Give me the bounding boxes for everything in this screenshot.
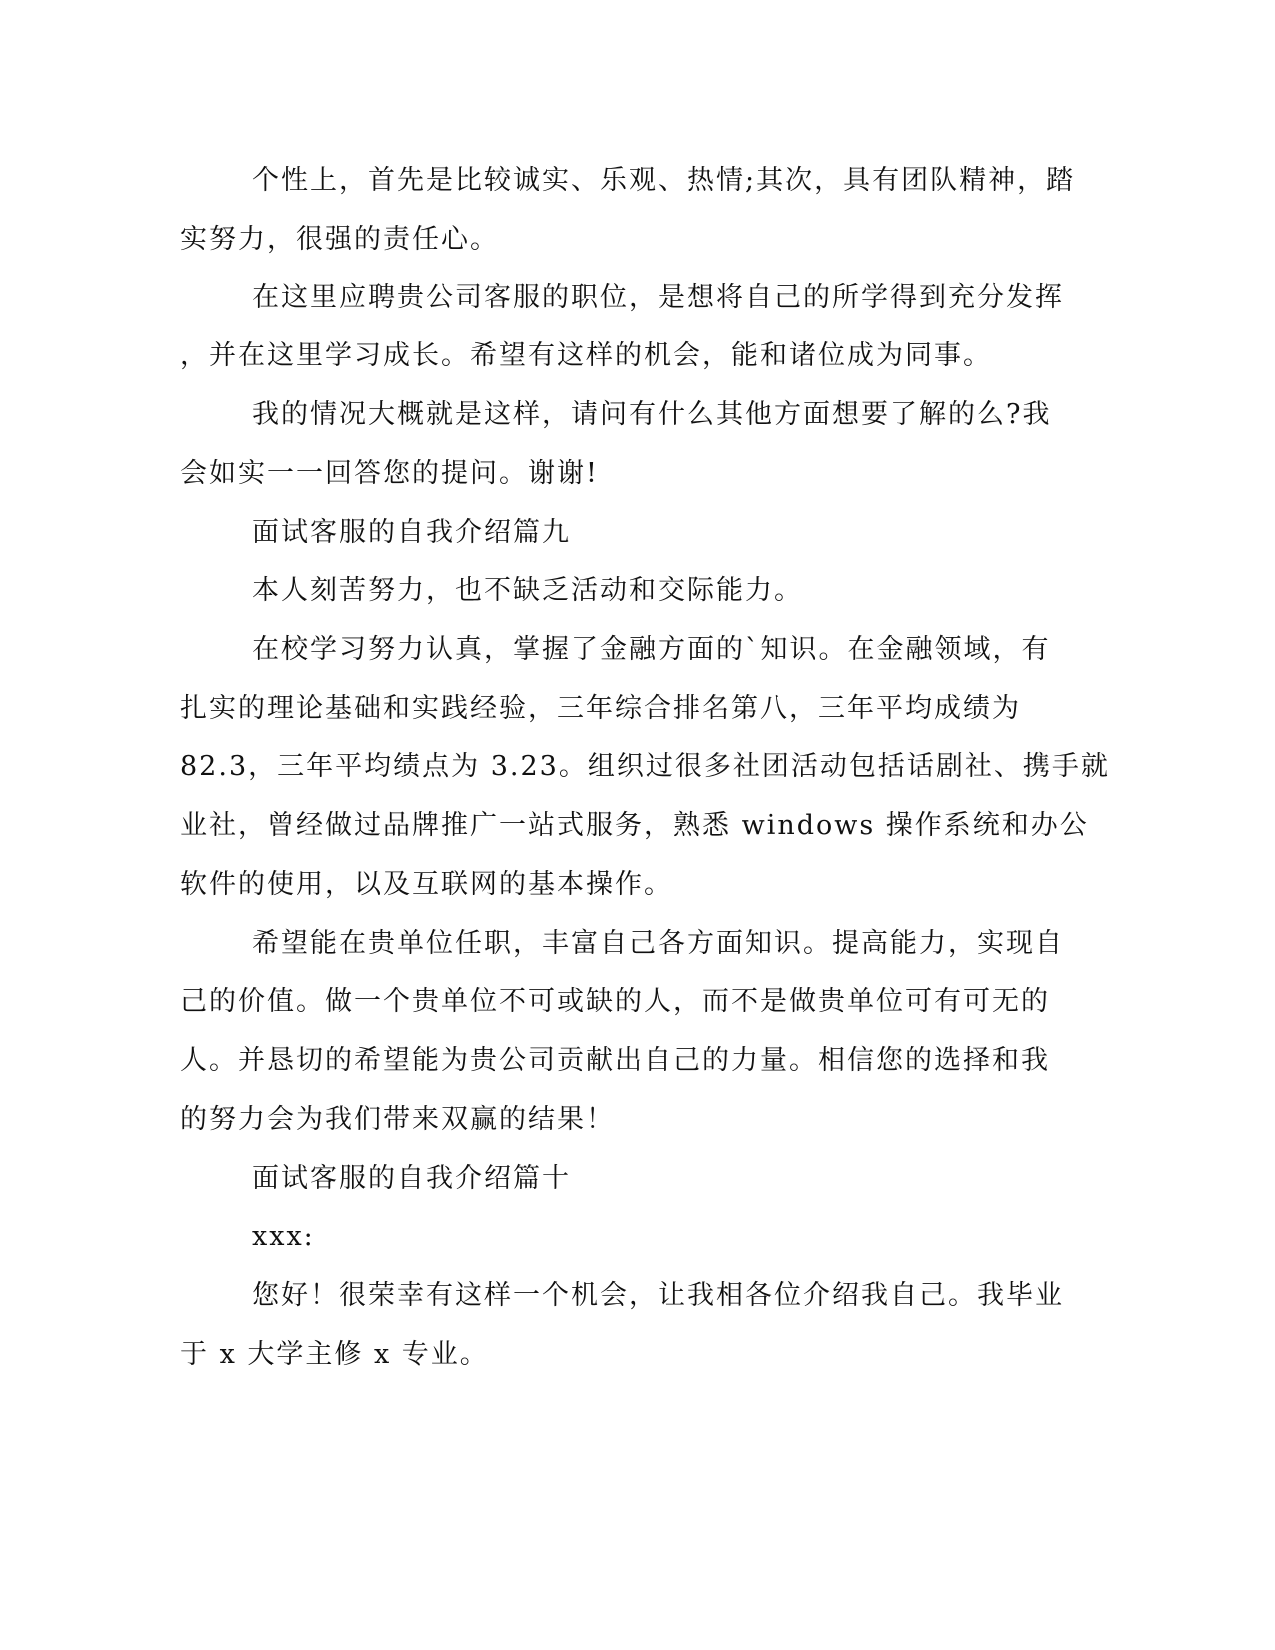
paragraph-line: 己的价值。做一个贵单位不可或缺的人，而不是做贵单位可有可无的 — [180, 986, 1050, 1017]
paragraph-line: 扎实的理论基础和实践经验，三年综合排名第八，三年平均成绩为 — [180, 693, 1021, 724]
paragraph-line: 业社，曾经做过品牌推广一站式服务，熟悉 windows 操作系统和办公 — [180, 810, 1089, 841]
paragraph-line: 实努力，很强的责任心。 — [180, 224, 499, 255]
paragraph-line: 在这里应聘贵公司客服的职位，是想将自己的所学得到充分发挥 — [252, 282, 1064, 313]
paragraph-line: 我的情况大概就是这样，请问有什么其他方面想要了解的么?我 — [252, 399, 1052, 430]
paragraph-line: 希望能在贵单位任职，丰富自己各方面知识。提高能力，实现自 — [252, 928, 1064, 959]
paragraph-line: ，并在这里学习成长。希望有这样的机会，能和诸位成为同事。 — [180, 340, 992, 371]
paragraph-line: 本人刻苦努力，也不缺乏活动和交际能力。 — [252, 575, 803, 606]
paragraph-line: 于 x 大学主修 x 专业。 — [180, 1339, 489, 1370]
paragraph-line: 软件的使用，以及互联网的基本操作。 — [180, 869, 673, 900]
paragraph-line: 会如实一一回答您的提问。谢谢! — [180, 458, 599, 489]
paragraph-line: 在校学习努力认真，掌握了金融方面的`知识。在金融领域，有 — [252, 634, 1051, 665]
paragraph-line: 您好！很荣幸有这样一个机会，让我相各位介绍我自己。我毕业 — [252, 1280, 1064, 1311]
paragraph-line: 个性上，首先是比较诚实、乐观、热情;其次，具有团队精神，踏 — [252, 165, 1076, 196]
section-heading: 面试客服的自我介绍篇十 — [252, 1163, 571, 1194]
paragraph-line: 人。并恳切的希望能为贵公司贡献出自己的力量。相信您的选择和我 — [180, 1045, 1050, 1076]
salutation: xxx: — [252, 1221, 315, 1252]
paragraph-line: 82.3，三年平均绩点为 3.23。组织过很多社团活动包括话剧社、携手就 — [180, 751, 1110, 782]
section-heading: 面试客服的自我介绍篇九 — [252, 517, 571, 548]
paragraph-line: 的努力会为我们带来双赢的结果！ — [180, 1104, 615, 1135]
